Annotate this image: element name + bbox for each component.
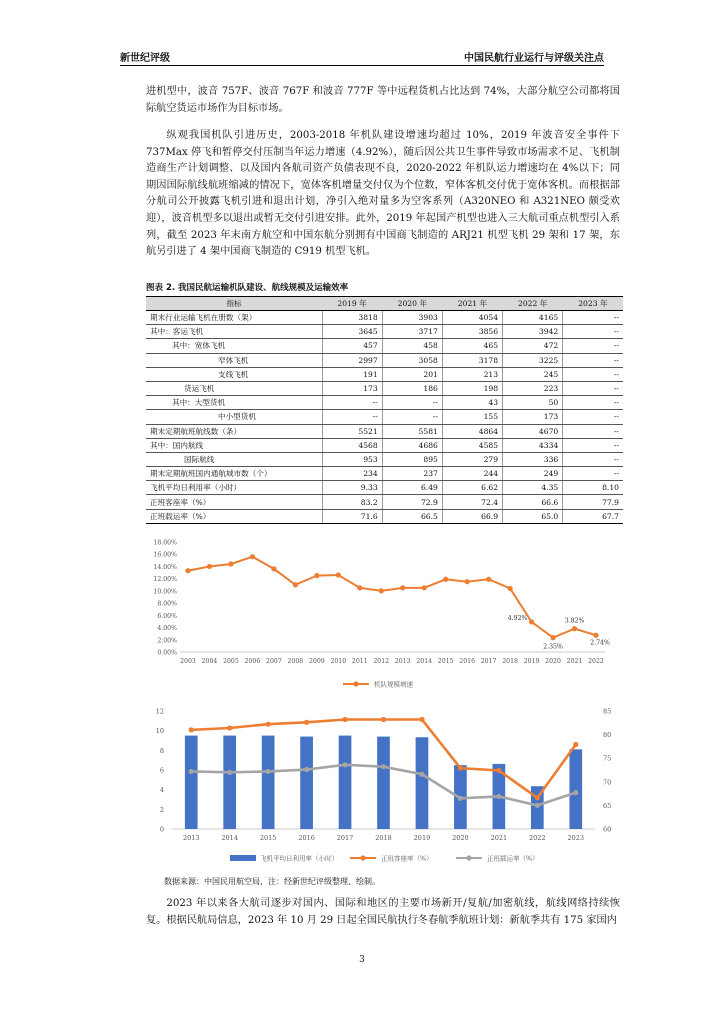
table-cell: -- xyxy=(382,396,442,410)
table-cell: 9.33 xyxy=(322,481,382,495)
table-cell: 2997 xyxy=(322,353,382,367)
fleet-growth-chart xyxy=(150,536,620,696)
table-cell: 3225 xyxy=(503,353,563,367)
paragraph-1-text: 进机型中，波音 757F、波音 767F 和波音 777F 等中远程货机占比达到 74%，大部分航空公司都将国际航空货运市场作为目标市场。 xyxy=(146,86,620,114)
left-tick-label: 8 xyxy=(159,746,164,755)
data-point xyxy=(381,717,386,722)
table-row xyxy=(146,353,623,367)
data-point xyxy=(250,554,255,559)
data-point xyxy=(189,769,194,774)
table-cell: 3903 xyxy=(382,311,442,325)
table-cell: 201 xyxy=(382,367,442,381)
legend-swatch xyxy=(230,855,256,861)
table-cell: -- xyxy=(563,396,623,410)
table-cell: 4.35 xyxy=(503,481,563,495)
table-cell: 50 xyxy=(503,396,563,410)
y-tick-label: 2.00% xyxy=(157,637,177,645)
data-point xyxy=(458,796,463,801)
data-point xyxy=(266,722,271,727)
data-label: 3.82% xyxy=(564,617,585,625)
data-point xyxy=(304,720,309,725)
data-point xyxy=(228,561,233,566)
table-cell: 457 xyxy=(322,339,382,353)
page-header xyxy=(120,49,604,65)
table-cell: 3178 xyxy=(442,353,502,367)
data-point xyxy=(293,582,298,587)
table-cell: 336 xyxy=(503,452,563,466)
table-cell: 4585 xyxy=(442,438,502,452)
table-row xyxy=(146,481,623,495)
paragraph-2 xyxy=(146,128,620,261)
data-point xyxy=(207,564,212,569)
table-cell: 4165 xyxy=(503,311,563,325)
bar xyxy=(377,737,390,829)
table-header-cell: 指标 xyxy=(146,297,322,311)
x-tick-label: 2008 xyxy=(287,658,304,665)
x-tick-label: 2004 xyxy=(201,658,218,665)
x-tick-label: 2018 xyxy=(375,834,392,842)
paragraph-1 xyxy=(146,84,620,117)
bar xyxy=(416,737,429,829)
table-cell: -- xyxy=(563,353,623,367)
table-cell: 895 xyxy=(382,452,442,466)
left-tick-label: 6 xyxy=(159,766,164,775)
table-cell: -- xyxy=(563,311,623,325)
table-cell: 249 xyxy=(503,467,563,481)
data-point xyxy=(573,742,578,747)
data-point xyxy=(486,577,491,582)
data-point xyxy=(314,573,319,578)
x-tick-label: 2017 xyxy=(336,834,354,842)
table-cell: 3856 xyxy=(442,325,502,339)
table-cell: 186 xyxy=(382,381,442,395)
header-left: 新世纪评级 xyxy=(120,53,170,64)
table-cell: 279 xyxy=(442,452,502,466)
table-header-cell: 2021 年 xyxy=(442,297,502,311)
utilization-chart xyxy=(150,703,620,875)
legend-marker xyxy=(466,855,471,860)
table-cell: 67.7 xyxy=(563,509,623,523)
x-tick-label: 2021 xyxy=(490,834,508,842)
data-point xyxy=(535,803,540,808)
table-cell: 83.2 xyxy=(322,495,382,509)
y-tick-label: 8.00% xyxy=(157,600,177,608)
row-label: 其中：国内航线 xyxy=(146,438,322,452)
x-tick-label: 2022 xyxy=(529,834,546,842)
data-point xyxy=(496,794,501,799)
x-tick-label: 2010 xyxy=(330,658,347,665)
bar xyxy=(569,749,582,829)
data-point xyxy=(443,577,448,582)
y-tick-label: 18.00% xyxy=(153,539,177,547)
legend-label: 正班客座率（%） xyxy=(381,854,433,863)
page-number: 3 xyxy=(359,955,365,965)
left-tick-label: 10 xyxy=(155,727,164,736)
data-label: 4.92% xyxy=(507,614,528,622)
x-tick-label: 2017 xyxy=(480,658,497,665)
row-label: 正班客座率（%） xyxy=(146,495,322,509)
right-tick-label: 70 xyxy=(603,778,612,787)
y-tick-label: 6.00% xyxy=(157,612,177,620)
row-label: 国际航线 xyxy=(146,452,322,466)
table-cell: 4334 xyxy=(503,438,563,452)
series-line xyxy=(188,557,596,638)
data-point xyxy=(227,770,232,775)
table-cell: 3942 xyxy=(503,325,563,339)
table-header-cell: 2019 年 xyxy=(322,297,382,311)
data-point xyxy=(400,585,405,590)
right-tick-label: 75 xyxy=(603,754,612,763)
table-cell: 465 xyxy=(442,339,502,353)
paragraph-3-text: 2023 年以来各大航司逐步对国内、国际和地区的主要市场新开/复航/加密航线，航线网络持续恢复。根据民航局信息，2023 年 10 月 29 日起全国民航执行冬春航季航班计划：新航季共有 175 家国内 xyxy=(146,898,620,926)
table-cell: 213 xyxy=(442,367,502,381)
x-tick-label: 2018 xyxy=(502,658,518,665)
table-cell: -- xyxy=(563,381,623,395)
data-point xyxy=(336,572,341,577)
table-body xyxy=(146,311,623,524)
table-cell: 472 xyxy=(503,339,563,353)
table-cell: 4568 xyxy=(322,438,382,452)
x-tick-label: 2020 xyxy=(545,658,561,665)
table-cell: 72.9 xyxy=(382,495,442,509)
row-label: 货运飞机 xyxy=(146,381,322,395)
data-point xyxy=(304,767,309,772)
x-tick-label: 2019 xyxy=(413,834,431,842)
table-cell: 66.9 xyxy=(442,509,502,523)
x-tick-label: 2011 xyxy=(351,658,368,665)
table-cell: -- xyxy=(563,325,623,339)
x-tick-label: 2015 xyxy=(437,658,454,665)
table-cell: -- xyxy=(382,410,442,424)
x-tick-label: 2013 xyxy=(394,658,411,665)
left-tick-label: 0 xyxy=(159,825,164,834)
table-cell: -- xyxy=(563,438,623,452)
row-label: 正班载运率（%） xyxy=(146,509,322,523)
table-cell: 223 xyxy=(503,381,563,395)
table-cell: 4864 xyxy=(442,424,502,438)
x-tick-label: 2014 xyxy=(416,658,433,665)
table-cell: 43 xyxy=(442,396,502,410)
legend-marker xyxy=(353,681,358,686)
y-tick-label: 16.00% xyxy=(153,551,177,559)
row-label: 期末行业运输飞机在册数（架） xyxy=(146,311,322,325)
table-row xyxy=(146,367,623,381)
table-row xyxy=(146,452,623,466)
data-point xyxy=(422,585,427,590)
table-cell: 245 xyxy=(503,367,563,381)
table-cell: 458 xyxy=(382,339,442,353)
table-cell: 234 xyxy=(322,467,382,481)
x-tick-label: 2019 xyxy=(523,658,540,665)
data-point xyxy=(189,727,194,732)
table-cell: 66.6 xyxy=(503,495,563,509)
data-point xyxy=(379,588,384,593)
table-cell: 244 xyxy=(442,467,502,481)
table-cell: -- xyxy=(563,339,623,353)
table-cell: 5581 xyxy=(382,424,442,438)
table-cell: -- xyxy=(563,410,623,424)
legend-label: 机队规模增速 xyxy=(374,680,413,689)
table-cell: 953 xyxy=(322,452,382,466)
table-cell: 191 xyxy=(322,367,382,381)
data-point xyxy=(529,619,534,624)
legend-label: 正班载运率（%） xyxy=(487,854,539,863)
paragraph-2-text: 纵观我国机队引进历史，2003-2018 年机队建设增速均超过 10%，2019 年波音安全事件下 737Max 停飞和暂停交付压制当年运力增速（4.92%），随后因公共卫生事件导致市场需求不足、飞机制造商生产计划调整、以及国内各航司资产负债表现不良，2020-2022 年机队运力增速均在 4%以下；同期因国际航线航班缩减的情况下，宽体客机增量交付仅为个位数，窄体客机交付优于宽体客机。而根据部分航司公开披露飞机引进和退出计划，净引入绝对量多为空客系列（A320NEO 和 A321NEO 颇受欢迎），波音机型多以退出或暂无交付引进安排。此外，2019 年起国产机型也进入三大航司重点机型引入系列，截至 2023 年末南方航空和中国东航分别拥有中国商飞制造的 ARJ21 机型飞机 29 架和 17 架，东航另引进了 4 架中国商飞制造的 C919 机型飞机。 xyxy=(146,130,620,258)
row-label: 其中：客运飞机 xyxy=(146,325,322,339)
table-row xyxy=(146,325,623,339)
data-label: 2.35% xyxy=(543,643,563,651)
left-tick-label: 12 xyxy=(155,707,164,716)
left-tick-label: 2 xyxy=(159,805,164,814)
table-row xyxy=(146,438,623,452)
y-tick-label: 14.00% xyxy=(153,563,177,571)
table-row xyxy=(146,410,623,424)
data-point xyxy=(593,633,598,638)
table-cell: 6.49 xyxy=(382,481,442,495)
row-label: 其中：宽体飞机 xyxy=(146,339,322,353)
data-point xyxy=(342,762,347,767)
table-cell: 71.6 xyxy=(322,509,382,523)
table-cell: 173 xyxy=(503,410,563,424)
table-cell: 155 xyxy=(442,410,502,424)
x-tick-label: 2022 xyxy=(588,658,604,665)
data-point xyxy=(419,717,424,722)
table-cell: 5521 xyxy=(322,424,382,438)
table-cell: 65.0 xyxy=(503,509,563,523)
bar xyxy=(185,736,198,829)
table-row xyxy=(146,396,623,410)
table-cell: 237 xyxy=(382,467,442,481)
table-title: 图表 2. 我国民航运输机队建设、航线规模及运输效率 xyxy=(146,283,349,293)
row-label: 中小型货机 xyxy=(146,410,322,424)
x-tick-label: 2015 xyxy=(259,834,277,842)
table-header-cell: 2020 年 xyxy=(382,297,442,311)
table-row xyxy=(146,495,623,509)
table-cell: 198 xyxy=(442,381,502,395)
y-tick-label: 0.00% xyxy=(157,649,177,657)
bar xyxy=(300,737,313,829)
table-cell: -- xyxy=(322,410,382,424)
bar xyxy=(339,736,352,829)
table-row xyxy=(146,509,623,523)
data-point xyxy=(458,766,463,771)
right-tick-label: 60 xyxy=(603,825,612,834)
y-tick-label: 12.00% xyxy=(153,576,177,584)
table-cell: 3645 xyxy=(322,325,382,339)
right-tick-label: 85 xyxy=(603,707,612,716)
data-table xyxy=(146,296,623,524)
row-label: 期末定期航班航线数（条） xyxy=(146,424,322,438)
bar xyxy=(262,736,275,829)
right-tick-label: 65 xyxy=(603,801,612,810)
x-tick-label: 2012 xyxy=(373,658,390,665)
table-cell: 8.10 xyxy=(563,481,623,495)
table-cell: 77.9 xyxy=(563,495,623,509)
table-cell: -- xyxy=(322,396,382,410)
x-tick-label: 2014 xyxy=(221,834,238,842)
x-tick-label: 2016 xyxy=(459,658,476,665)
table-cell: -- xyxy=(563,424,623,438)
table-cell: 3717 xyxy=(382,325,442,339)
bar xyxy=(223,736,236,829)
table-cell: 3058 xyxy=(382,353,442,367)
x-tick-label: 2003 xyxy=(180,658,196,665)
table-header-cell: 2023 年 xyxy=(563,297,623,311)
table-header-cell: 2022 年 xyxy=(503,297,563,311)
x-tick-label: 2016 xyxy=(298,834,315,842)
data-point xyxy=(271,566,276,571)
data-point xyxy=(185,568,190,573)
legend-marker xyxy=(360,855,365,860)
paragraph-3 xyxy=(146,896,620,929)
left-tick-label: 4 xyxy=(159,786,164,795)
x-tick-label: 2005 xyxy=(223,658,239,665)
data-point xyxy=(550,635,555,640)
x-tick-label: 2007 xyxy=(266,658,282,665)
right-tick-label: 80 xyxy=(603,731,612,740)
table-cell: 4686 xyxy=(382,438,442,452)
header-right: 中国民航行业运行与评级关注点 xyxy=(464,53,604,64)
legend-label: 飞机平均日利用率（小时） xyxy=(260,854,338,863)
data-point xyxy=(572,626,577,631)
table-row xyxy=(146,339,623,353)
row-label: 窄体飞机 xyxy=(146,353,322,367)
data-point xyxy=(508,586,513,591)
data-point xyxy=(266,769,271,774)
data-point xyxy=(496,768,501,773)
row-label: 期末定期航班国内通航城市数（个） xyxy=(146,467,322,481)
table-row xyxy=(146,381,623,395)
y-tick-label: 4.00% xyxy=(157,625,177,633)
data-point xyxy=(342,717,347,722)
table-cell: 72.4 xyxy=(442,495,502,509)
table-cell: 173 xyxy=(322,381,382,395)
table-cell: -- xyxy=(563,452,623,466)
row-label: 飞机平均日利用率（小时） xyxy=(146,481,322,495)
table-cell: -- xyxy=(563,367,623,381)
table-cell: -- xyxy=(563,467,623,481)
x-tick-label: 2009 xyxy=(308,658,325,665)
data-point xyxy=(419,772,424,777)
table-row xyxy=(146,311,623,325)
table-cell: 4670 xyxy=(503,424,563,438)
y-tick-label: 10.00% xyxy=(153,588,177,596)
table-row xyxy=(146,467,623,481)
x-tick-label: 2020 xyxy=(452,834,469,842)
data-point xyxy=(357,585,362,590)
x-tick-label: 2023 xyxy=(567,834,585,842)
header-divider xyxy=(120,65,604,66)
data-point xyxy=(227,725,232,730)
data-point xyxy=(573,790,578,795)
table-cell: 4054 xyxy=(442,311,502,325)
data-label: 2.74% xyxy=(590,639,610,647)
table-header-row xyxy=(146,297,623,311)
data-point xyxy=(381,764,386,769)
x-tick-label: 2006 xyxy=(244,658,261,665)
table-cell: 66.5 xyxy=(382,509,442,523)
data-point xyxy=(465,579,470,584)
table-cell: 3818 xyxy=(322,311,382,325)
table-cell: 6.62 xyxy=(442,481,502,495)
row-label: 其中：大型货机 xyxy=(146,396,322,410)
table-row xyxy=(146,424,623,438)
x-tick-label: 2013 xyxy=(182,834,200,842)
data-point xyxy=(535,795,540,800)
x-tick-label: 2021 xyxy=(566,658,583,665)
source-note: 数据来源：中国民用航空局，注：经新世纪评级整理、绘制。 xyxy=(164,877,380,886)
row-label: 支线飞机 xyxy=(146,367,322,381)
